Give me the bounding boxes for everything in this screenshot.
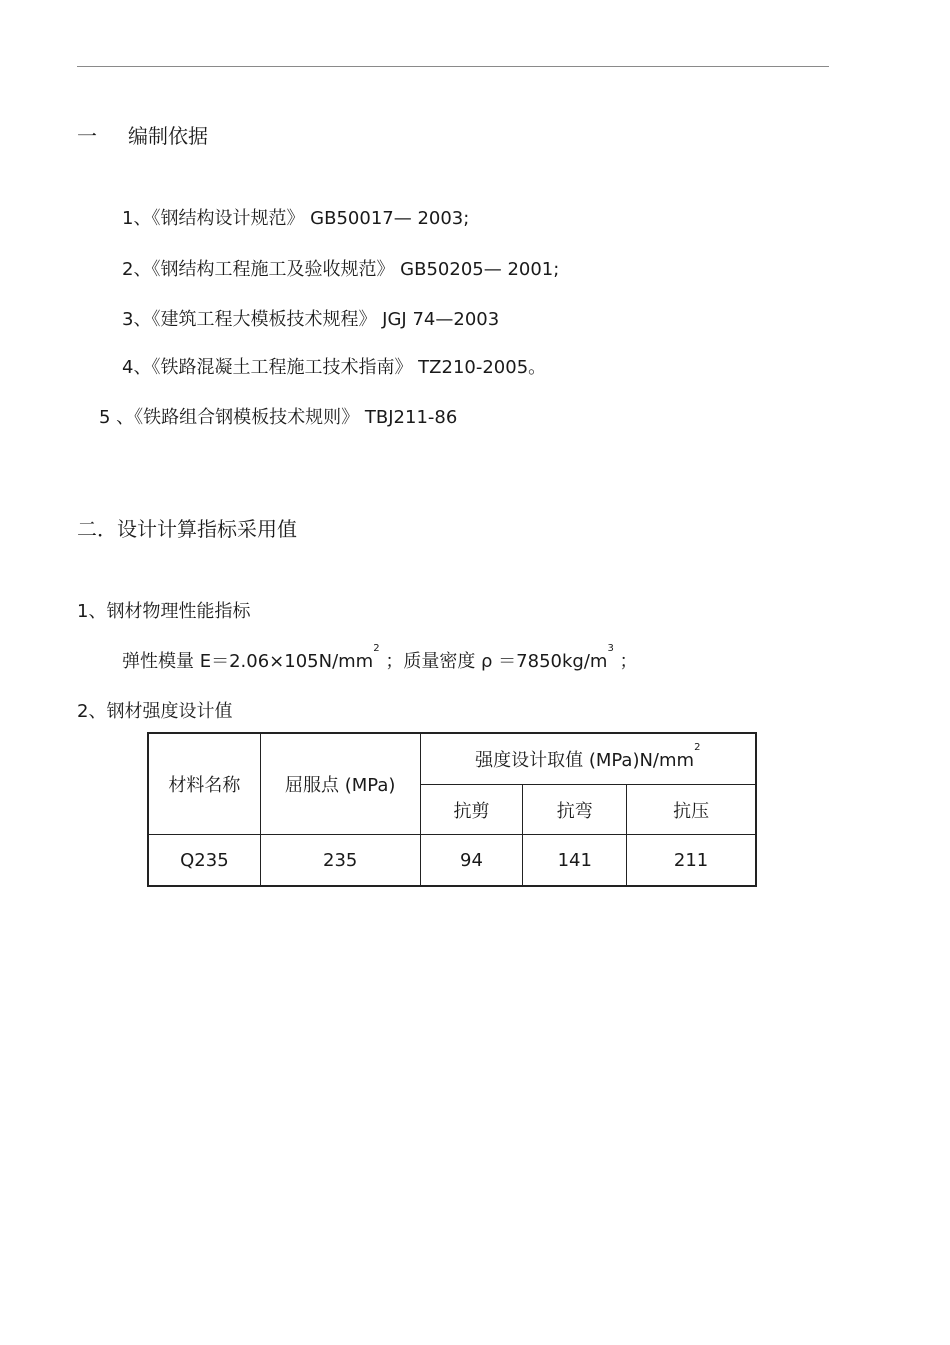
header-shear: 抗剪 xyxy=(420,785,523,835)
physical-line-end: ； xyxy=(613,651,638,672)
density-text: ；质量密度 ρ ＝7850kg/m xyxy=(379,651,608,672)
header-bending: 抗弯 xyxy=(523,785,627,835)
header-material: 材料名称 xyxy=(149,734,261,835)
section1-number: 一 xyxy=(77,124,97,148)
density-exponent: 3 xyxy=(607,643,614,654)
header-design-strength-label: 强度设计取值 (MPa)N/mm xyxy=(475,750,695,771)
reference-item-1: 1、《钢结构设计规范》 GB50017— 2003; xyxy=(122,208,470,229)
physical-props-line xyxy=(122,643,638,673)
cell-shear: 94 xyxy=(420,835,523,886)
reference-item-2: 2、《钢结构工程施工及验收规范》 GB50205— 2001; xyxy=(122,259,560,280)
reference-item-4: 4、《铁路混凝土工程施工技术指南》 TZ210-2005。 xyxy=(122,357,547,378)
header-design-strength-exponent: 2 xyxy=(694,742,701,753)
strength-heading: 2、钢材强度设计值 xyxy=(77,701,233,722)
cell-material: Q235 xyxy=(149,835,261,886)
table-row xyxy=(149,835,756,886)
header-compression: 抗压 xyxy=(627,785,756,835)
cell-compression: 211 xyxy=(627,835,756,886)
header-rule xyxy=(77,66,829,67)
section2-title: 二．设计计算指标采用值 xyxy=(77,517,297,541)
header-yield-point: 屈服点 (MPa) xyxy=(260,734,420,835)
elastic-modulus-exponent: 2 xyxy=(373,643,380,654)
elastic-modulus-text: 弹性模量 E＝2.06×105N/mm xyxy=(122,651,374,672)
reference-item-5: 5 、《铁路组合钢模板技术规则》 TBJ211-86 xyxy=(99,407,458,428)
cell-yield: 235 xyxy=(260,835,420,886)
header-design-strength xyxy=(420,734,755,785)
cell-bending: 141 xyxy=(523,835,627,886)
physical-props-heading: 1、钢材物理性能指标 xyxy=(77,601,251,622)
section1-title: 编制依据 xyxy=(128,124,208,148)
strength-table xyxy=(148,733,756,886)
reference-item-3: 3、《建筑工程大模板技术规程》 JGJ 74—2003 xyxy=(122,309,500,330)
